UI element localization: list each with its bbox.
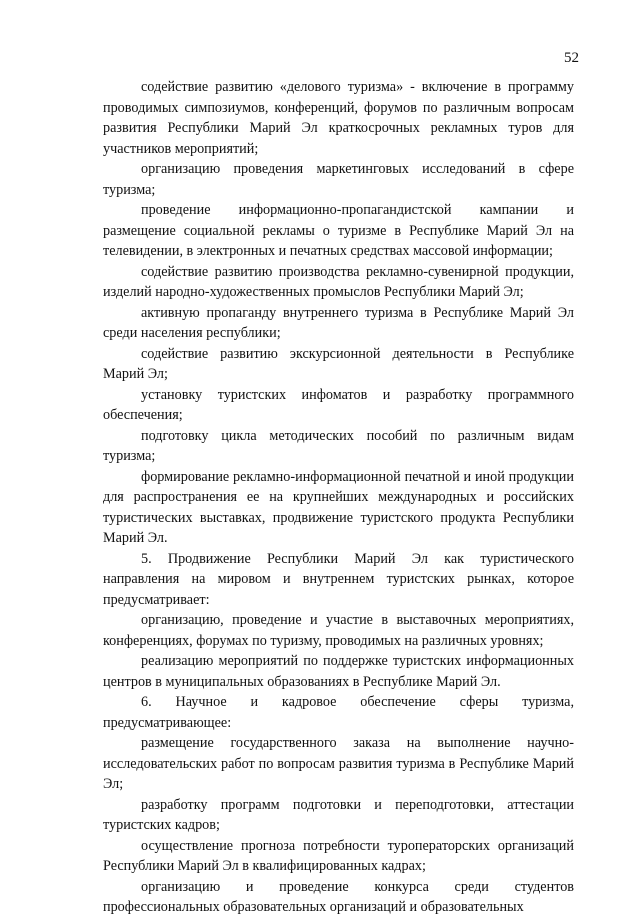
paragraph-souvenir-production: содействие развитию производства рекламно-сувенирной продукции, изделий народно-художественных промыслов Республики Марий Эл;	[103, 263, 574, 300]
paragraph-info-centers: реализацию мероприятий по поддержке туристских информационных центров в муниципальных образованиях в Республике Марий Эл.	[103, 653, 574, 690]
paragraph-business-tourism: содействие развитию «делового туризма» - включение в программу проводимых симпозиумов, конференций, форумов по различным вопросам развития Республики Марий Эл краткосрочных рекламных туров для участников мероприятий;	[103, 79, 574, 157]
paragraph-excursion-activity: содействие развитию экскурсионной деятельности в Республике Марий Эл;	[103, 345, 574, 382]
paragraph-methodical-guides: подготовку цикла методических пособий по различным видам туризма;	[103, 427, 574, 464]
page-number: 52	[564, 50, 579, 66]
paragraph-exhibitions: организацию, проведение и участие в выставочных мероприятиях, конференциях, форумах по туризму, проводимых на различных уровнях;	[103, 612, 574, 649]
paragraph-staffing-forecast: осуществление прогноза потребности туроператорских организаций Республики Марий Эл в квалифицированных кадрах;	[103, 837, 574, 874]
paragraph-state-order: размещение государственного заказа на выполнение научно-исследовательских работ по вопросам развития туризма в Республике Марий Эл;	[103, 735, 574, 792]
paragraph-advertising-products: формирование рекламно-информационной печатной и иной продукции для распространения ее на крупнейших международных и российских туристических выставках, продвижение туристского продукта Республики Марий Эл.	[103, 468, 574, 546]
paragraph-student-contest: организацию и проведение конкурса среди студентов профессиональных образовательных организаций и образовательных	[103, 878, 574, 915]
document-body	[103, 77, 574, 918]
paragraph-info-kiosks: установку туристских инфоматов и разработку программного обеспечения;	[103, 386, 574, 423]
paragraph-info-campaign: проведение информационно-пропагандистской кампании и размещение социальной рекламы о туризме в Республике Марий Эл на телевидении, в электронных и печатных средствах массовой информации;	[103, 202, 574, 259]
paragraph-marketing-research: организацию проведения маркетинговых исследований в сфере туризма;	[103, 161, 574, 198]
paragraph-section-6-heading: 6. Научное и кадровое обеспечение сферы туризма, предусматривающее:	[103, 694, 574, 731]
paragraph-domestic-tourism-promotion: активную пропаганду внутреннего туризма в Республике Марий Эл среди населения республики;	[103, 304, 574, 341]
paragraph-section-5-heading: 5. Продвижение Республики Марий Эл как туристического направления на мировом и внутреннем туристских рынках, которое предусматривает:	[103, 550, 574, 608]
paragraph-training-programs: разработку программ подготовки и переподготовки, аттестации туристских кадров;	[103, 796, 574, 833]
